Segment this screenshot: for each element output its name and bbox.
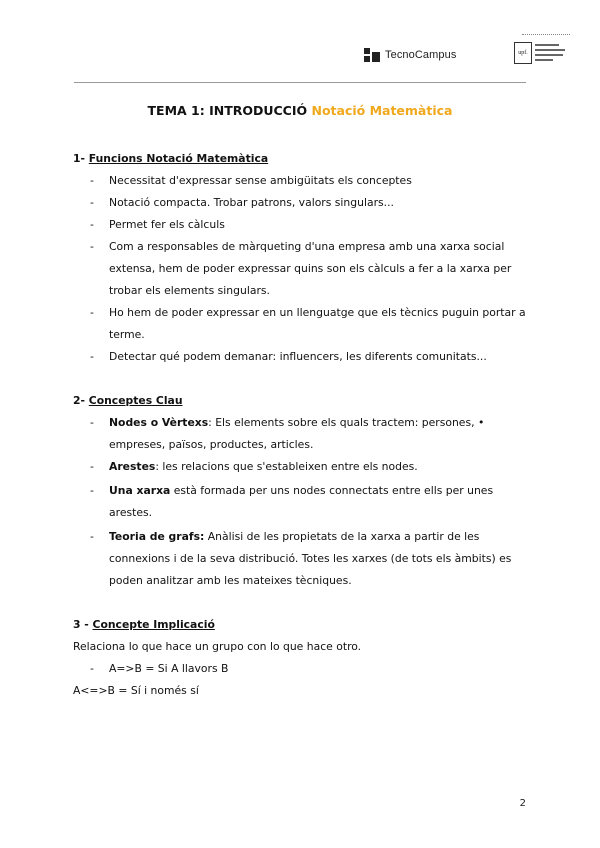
section-2-title: Conceptes Clau — [88, 394, 183, 407]
list-item: - Permet fer els càlculs — [73, 214, 528, 236]
definition: : les relacions que s'estableixen entre els nodes. — [155, 460, 418, 473]
list-item: - Com a responsables de màrqueting d'una empresa amb una xarxa social extensa, hem de poder expressar quins son els càlculs a fer a la xarxa per trobar els elements singulars. — [73, 236, 528, 302]
term: Teoria de grafs: — [109, 530, 205, 543]
document-body — [73, 148, 528, 702]
page-number: 2 — [519, 798, 526, 809]
list-item — [73, 456, 528, 478]
title-accent: Notació Matemàtica — [311, 103, 453, 118]
title-main: TEMA 1: INTRODUCCIÓ — [147, 103, 308, 118]
list-item — [73, 526, 528, 592]
definition: : Els elements sobre els quals tractem: persones, • empreses, països, productes, articles. — [109, 416, 485, 451]
list-item: - Ho hem de poder expressar en un llenguatge que els tècnics puguin portar a terme. — [73, 302, 528, 346]
section-3-outro: A<=>B = Sí i només sí — [73, 684, 199, 697]
list-item: - Detectar qué podem demanar: influencers, les diferents comunitats... — [73, 346, 528, 368]
header-rule — [74, 82, 526, 83]
list-item: - Necessitat d'expressar sense ambigüitats els conceptes — [73, 170, 528, 192]
section-2-heading — [73, 390, 528, 412]
section-3-heading — [73, 614, 528, 636]
section-1-number: 1- — [73, 152, 85, 165]
list-item — [73, 412, 528, 456]
list-item — [73, 480, 528, 524]
term: Una xarxa — [109, 484, 171, 497]
term: Arestes — [109, 460, 156, 473]
upf-logo — [514, 38, 576, 68]
page-title — [0, 103, 600, 118]
upf-text-lines — [535, 44, 569, 64]
section-1-title: Funcions Notació Matemàtica — [88, 152, 269, 165]
section-3-number: 3 - — [73, 618, 89, 631]
term: Nodes o Vèrtexs — [109, 416, 209, 429]
list-item: - A=>B = Si A llavors B — [73, 658, 528, 680]
tecnocampus-logo — [364, 48, 456, 62]
definition: està formada per uns nodes connectats entre ells per unes arestes. — [109, 484, 494, 519]
definition: Anàlisi de les propietats de la xarxa a partir de les connexions i de la seva distribució. Totes les xarxes (de tots els àmbits) es poden analitzar amb les mateixes tècniques. — [109, 530, 512, 587]
section-2-list — [73, 412, 528, 592]
tecnocampus-mark-icon — [364, 48, 380, 62]
section-3-title: Concepte Implicació — [92, 618, 215, 631]
section-3-intro: Relaciona lo que hace un grupo con lo que hace otro. — [73, 640, 362, 653]
section-1-heading — [73, 148, 528, 170]
section-2-number: 2- — [73, 394, 85, 407]
upf-mark: upf. — [514, 42, 532, 64]
section-3-list — [73, 658, 528, 680]
list-item: - Notació compacta. Trobar patrons, valors singulars... — [73, 192, 528, 214]
section-1-list — [73, 170, 528, 368]
tecnocampus-wordmark: TecnoCampus — [385, 49, 457, 61]
logo-dotted-line — [522, 34, 570, 37]
